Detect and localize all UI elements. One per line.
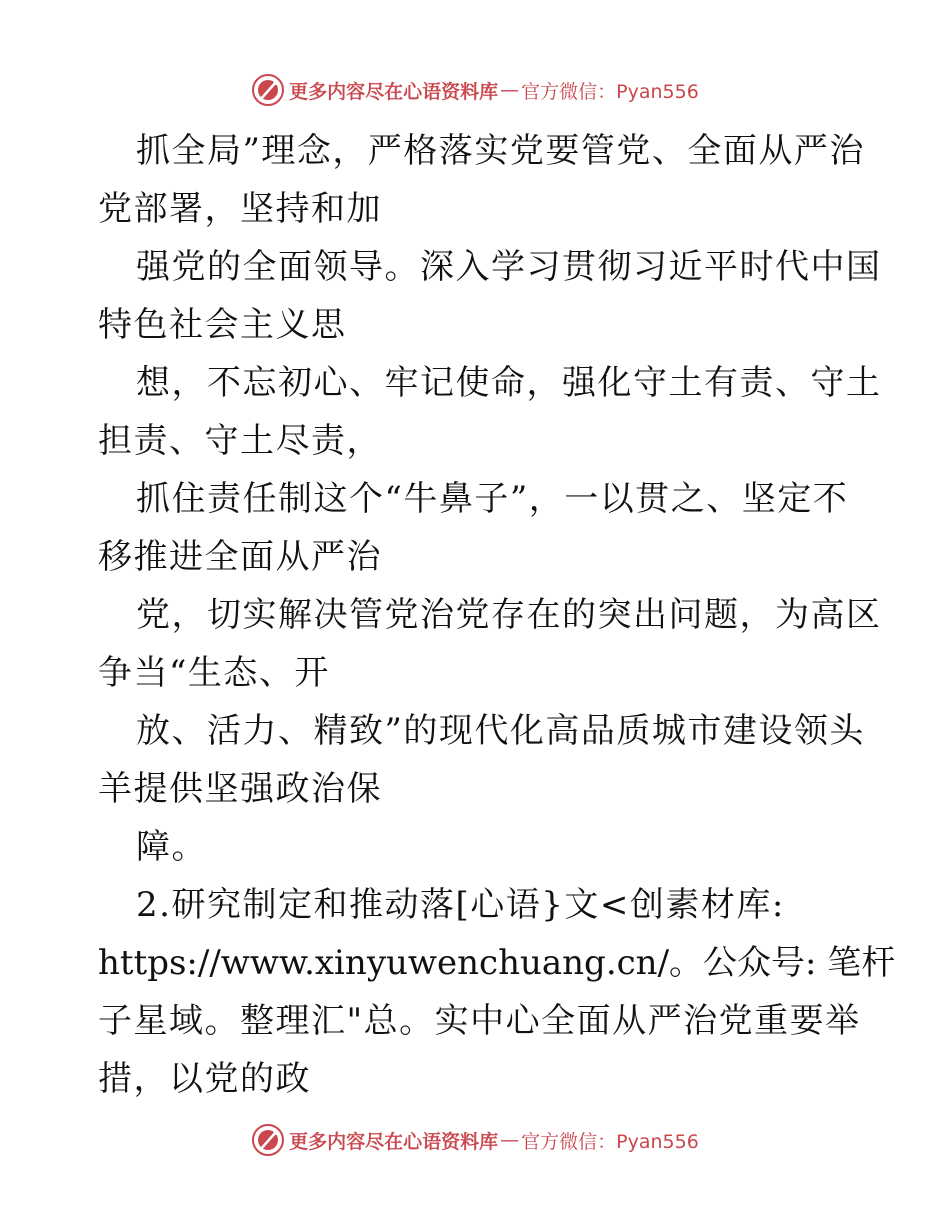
body-line: 2.研究制定和推动落[心语}文<创素材库: (136, 885, 785, 925)
body-line: 争当“生态、开 (98, 653, 330, 693)
body-line: 羊提供坚强政治保 (98, 769, 382, 809)
body-line: 强党的全面领导。深入学习贯彻习近平时代中国 (136, 247, 882, 287)
body-line: 想，不忘初心、牢记使命，强化守土有责、守土 (136, 363, 882, 403)
body-line: 措，以党的政 (98, 1059, 311, 1099)
watermark-title: 更多内容尽在心语资料库 (289, 80, 499, 103)
watermark-contact: 官方微信：Pyan556 (521, 1130, 699, 1153)
body-line: 党，切实解决管党治党存在的突出问题，为高区 (136, 595, 882, 635)
watermark-title: 更多内容尽在心语资料库 (289, 1130, 499, 1153)
watermark-contact: 官方微信：Pyan556 (521, 80, 699, 103)
body-line: 担责、守土尽责， (98, 421, 382, 461)
watermark-dash: — (500, 1129, 520, 1151)
header-watermark (0, 72, 950, 108)
body-line: 放、活力、精致”的现代化高品质城市建设领头 (136, 711, 865, 751)
body-line: https://www.xinyuwenchuang.cn/。公众号: 笔杆 (98, 943, 896, 983)
document-body (98, 122, 896, 1108)
body-line: 党部署，坚持和加 (98, 189, 382, 229)
body-line: 障。 (136, 827, 207, 867)
quill-seal-logo-icon (251, 1123, 285, 1157)
body-line: 移推进全面从严治 (98, 537, 382, 577)
body-line: 抓全局”理念，严格落实党要管党、全面从严治 (136, 131, 865, 171)
body-line: 抓住责任制这个“牛鼻子”，一以贯之、坚定不 (136, 479, 849, 519)
watermark-dash: — (500, 79, 520, 101)
body-line: 子星域。整理汇"总。实中心全面从严治党重要举 (98, 1001, 861, 1041)
quill-seal-logo-icon (251, 73, 285, 107)
footer-watermark (0, 1122, 950, 1158)
body-line: 特色社会主义思 (98, 305, 347, 345)
